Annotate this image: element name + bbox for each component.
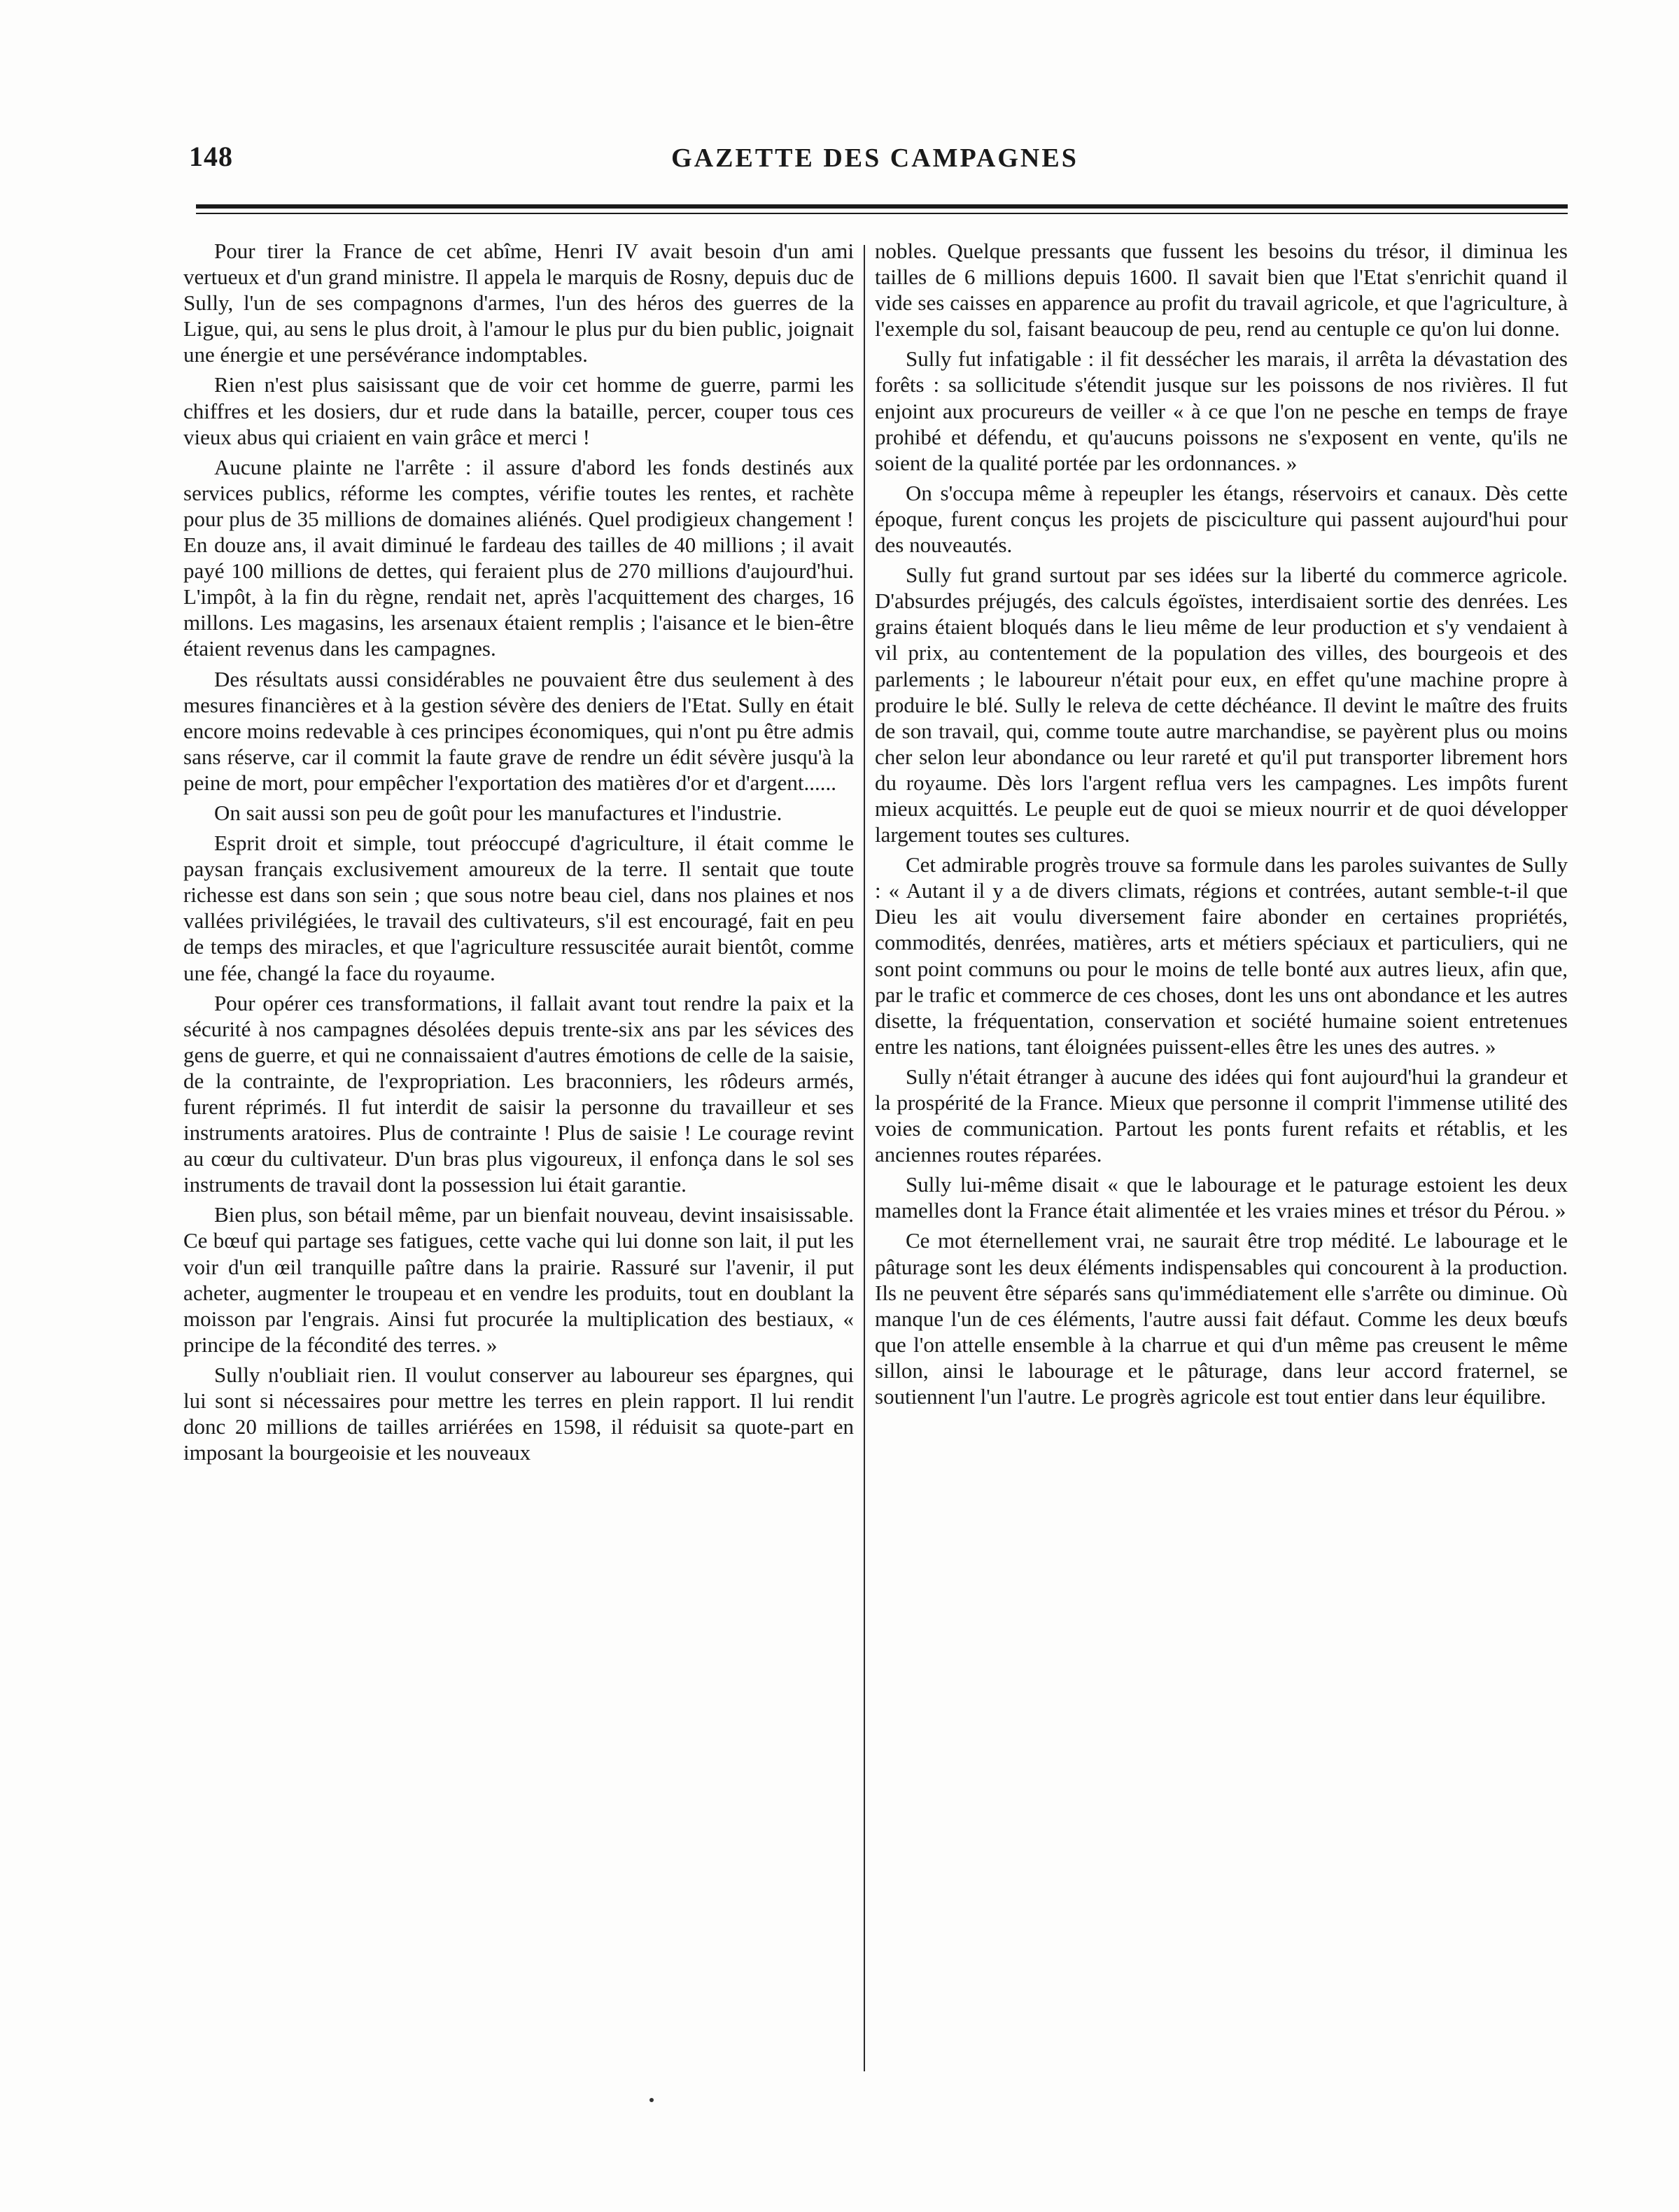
- header-rule-thin: [196, 213, 1568, 214]
- paragraph: Pour opérer ces transformations, il fallait avant tout rendre la paix et la sécurité à nos campagnes désolées depuis trente-six ans par les sévices des gens de guerre, et qui ne connaissaient d'autres émotions de celle de la saisie, de la contrainte, de l'expropriation. Les braconniers, les rôdeurs armés, furent réprimés. Il fut interdit de saisir la personne du travailleur et ses instruments aratoires. Plus de contrainte ! Plus de saisie ! Le courage revint au cœur du cultivateur. D'un bras plus vigoureux, il enfonça dans le sol ses instruments de travail dont la possession lui était garantie.: [183, 990, 854, 1197]
- paragraph-continued: nobles. Quelque pressants que fussent les besoins du trésor, il diminua les tailles de 6 millions depuis 1600. Il savait bien que l'Etat s'enrichit quand il vide ses caisses en apparence au profit du travail agricole, et que l'agriculture, à l'exemple du sol, faisant beaucoup de peu, rend au centuple ce qu'on lui donne.: [875, 239, 1568, 341]
- paragraph: Sully lui-même disait « que le labourage et le paturage estoient les deux mamelles dont la France était alimentée et les vraies mines et trésor du Pérou. »: [875, 1172, 1568, 1223]
- paragraph: Sully n'était étranger à aucune des idées qui font aujourd'hui la grandeur et la prospérité de la France. Mieux que personne il comprit l'immense utilité des voies de communication. Partout les ponts furent refaits et rétablis, et les anciennes routes réparées.: [875, 1064, 1568, 1167]
- paragraph: Sully fut grand surtout par ses idées sur la liberté du commerce agricole. D'absurdes préjugés, des calculs égoïstes, interdisaient sortie des denrées. Les grains étaient bloqués dans le lieu même de leur production et s'y vendaient à vil prix, au contentement de la population des villes, des bourgeois et des parlements ; le laboureur n'était pour eux, en effet qu'une machine propre à produire le blé. Sully le releva de cette déchéance. Il devint le maître des fruits de son travail, qui, comme toute autre marchandise, se payèrent plus ou moins cher selon leur abondance ou leur rareté et qu'il put transporter librement hors du royaume. Dès lors l'argent reflua vers les campagnes. Les impôts furent mieux acquittés. Le peuple eut de quoi se mieux nourrir et de quoi développer largement toutes ses cultures.: [875, 563, 1568, 847]
- running-title: GAZETTE DES CAMPAGNES: [671, 143, 1079, 173]
- page-number: 148: [189, 141, 233, 172]
- paragraph: Cet admirable progrès trouve sa formule dans les paroles suivantes de Sully : « Autant il y a de divers climats, régions et contrées, autant semble-t-il que Dieu les ait voulu diversement faire abonder en certaines propriétés, commodités, denrées, matières, arts et métiers spéciaux et particuliers, qui ne sont point communs ou pour le moins de telle bonté aux autres lieux, afin que, par le trafic et commerce de ces choses, dont les uns ont abondance et les autres disette, la fréquentation, conservation et société humaine soient entretenues entre les nations, tant éloignées puissent-elles être les unes des autres. »: [875, 852, 1568, 1059]
- print-mark: [649, 2098, 654, 2102]
- right-column: [875, 238, 1568, 1414]
- paragraph: Sully n'oubliait rien. Il voulut conserver au laboureur ses épargnes, qui lui sont si nécessaires pour mettre les terres en plein rapport. Il lui rendit donc 20 millions de tailles arriérées en 1598, il réduisit sa quote-part en imposant la bourgeoisie et les nouveaux: [183, 1362, 854, 1465]
- page-header: [189, 140, 1561, 182]
- paragraph: Rien n'est plus saisissant que de voir cet homme de guerre, parmi les chiffres et les dosiers, dur et rude dans la bataille, percer, couper tous ces vieux abus qui criaient en vain grâce et merci !: [183, 372, 854, 449]
- paragraph: Ce mot éternellement vrai, ne saurait être trop médité. Le labourage et le pâturage sont les deux éléments indispensables qui concourent à la production. Ils ne peuvent être séparés sans qu'immédiatement elle s'arrête ou diminue. Où manque l'un de ces éléments, l'autre aussi fait défaut. Comme les deux bœufs que l'on attelle ensemble à la charrue et qui d'un même pas creusent le même sillon, ainsi le labourage et le pâturage, dans leur accord fraternel, se soutiennent l'un l'autre. Le progrès agricole est tout entier dans leur équilibre.: [875, 1228, 1568, 1409]
- paragraph: Bien plus, son bétail même, par un bienfait nouveau, devint insaisissable. Ce bœuf qui partage ses fatigues, cette vache qui lui donne son lait, il put les voir d'un œil tranquille paître dans la prairie. Rassuré sur l'avenir, il put acheter, augmenter le troupeau et en vendre les produits, tout en doublant la moisson par l'engrais. Ainsi fut procurée la multiplication des bestiaux, « principe de la fécondité des terres. »: [183, 1202, 854, 1357]
- paragraph: Aucune plainte ne l'arrête : il assure d'abord les fonds destinés aux services publics, réforme les comptes, vérifie toutes les rentes, et rachète pour plus de 35 millions de domaines aliénés. Quel prodigieux changement ! En douze ans, il avait diminué le fardeau des tailles de 40 millions ; il avait payé 100 millions de dettes, qui feraient plus de 270 millions d'aujourd'hui. L'impôt, à la fin du règne, rendait net, après l'acquittement des charges, 16 millons. Les magasins, les arsenaux étaient remplis ; l'aisance et le bien-être étaient revenus dans les campagnes.: [183, 454, 854, 661]
- paragraph: Sully fut infatigable : il fit dessécher les marais, il arrêta la dévastation des forêts : sa sollicitude s'étendit jusque sur les poissons de nos rivières. Il fut enjoint aux procureurs de veiller « à ce que l'on ne pesche en temps de fraye prohibé et défendu, et qu'aucuns poissons ne s'exposent en vente, qu'ils ne soient de la qualité portée par les ordonnances. »: [875, 346, 1568, 475]
- paragraph: Des résultats aussi considérables ne pouvaient être dus seulement à des mesures financières et à la gestion sévère des deniers de l'Etat. Sully en était encore moins redevable à ces principes économiques, qui n'ont pu être admis sans réserve, car il commit la faute grave de rendre un édit sévère jusqu'à la peine de mort, pour empêcher l'exportation des matières d'or et d'argent......: [183, 666, 854, 795]
- header-rule-thick: [196, 204, 1568, 209]
- paragraph: On s'occupa même à repeupler les étangs, réservoirs et canaux. Dès cette époque, furent conçus les projets de pisciculture qui passent aujourd'hui pour des nouveautés.: [875, 480, 1568, 558]
- column-divider: [864, 245, 865, 2071]
- paragraph: On sait aussi son peu de goût pour les manufactures et l'industrie.: [214, 800, 782, 825]
- left-column: [183, 238, 854, 1470]
- paragraph: Esprit droit et simple, tout préoccupé d'agriculture, il était comme le paysan français exclusivement amoureux de la terre. Il sentait que toute richesse est dans son sein ; que sous notre beau ciel, dans nos plaines et nos vallées privilégiées, le travail des cultivateurs, s'il est encouragé, fait en peu de temps des miracles, et que l'agriculture ressuscitée aurait bientôt, comme une fée, changé la face du royaume.: [183, 831, 854, 985]
- paragraph: Pour tirer la France de cet abîme, Henri IV avait besoin d'un ami vertueux et d'un grand ministre. Il appela le marquis de Rosny, depuis duc de Sully, l'un de ses compagnons d'armes, l'un des héros des guerres de la Ligue, qui, au sens le plus droit, à l'amour le plus pur du bien public, joignait une énergie et une persévérance indomptables.: [183, 239, 854, 367]
